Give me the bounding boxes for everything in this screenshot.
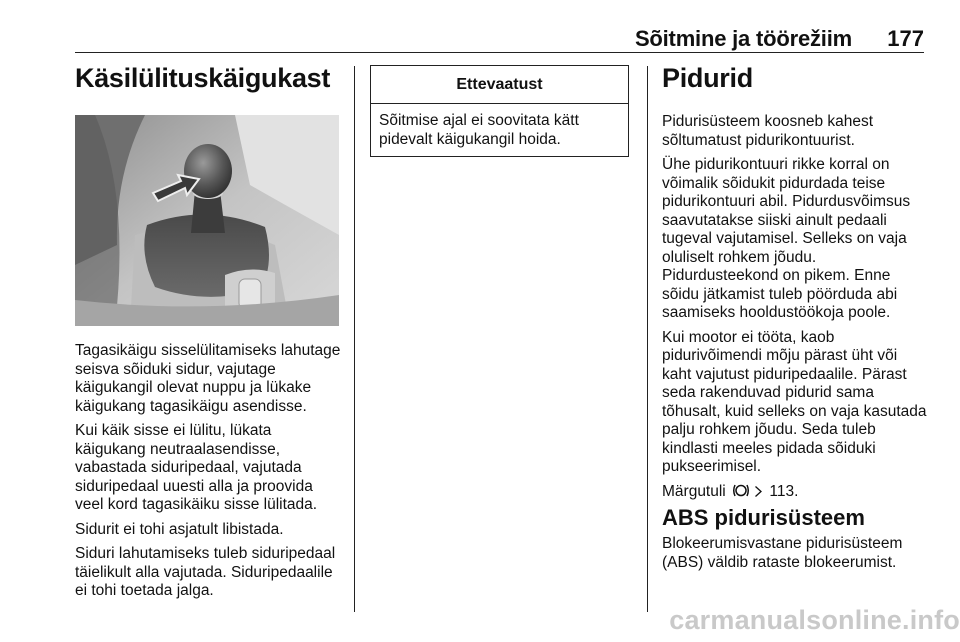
warning-light-reference [662, 483, 930, 504]
page-reference-icon [754, 485, 763, 504]
paragraph-circuit-failure: Ühe pidurikontuuri rikke korral on võimalik sõidukit pidurdada teise pidurikontuuri abil. Pidurdusvõimsus saavutatakse siiski ainult pedaali tugeval vajutamisel. Selleks on vaja oluliselt rohkem jõudu. Pidurdusteekond on pikem. Enne sõidu jätkamist tuleb pöörduda abi saamiseks hooldustöökoja poole. [662, 156, 911, 321]
column-divider-left [354, 66, 355, 612]
paragraph-clutch-slip: Sidurit ei tohi asjatult libistada. [75, 520, 284, 538]
paragraph-reverse-gear: Tagasikäigu sisselülitamiseks lahutage seisva sõiduki sidur, vajutage käigukangil olevat nuppu ja lükake käigukang tagasikäigu asendisse. [75, 342, 341, 415]
caution-title: Ettevaatust [371, 66, 628, 104]
paragraph-gear-not-engaging: Kui käik sisse ei lülitu, lükata käigukang neutraalasendisse, vabastada siduripedaal, vajutada siduripedaal uuesti alla ja proovida veel kord tagasikäiku sisse lülitada. [75, 422, 318, 513]
brake-warning-icon [732, 483, 750, 504]
caution-text: Sõitmise ajal ei soovitata kätt pidevalt käigukangil hoida. [379, 112, 579, 148]
page-number: 177 [887, 26, 924, 51]
caution-box [370, 65, 629, 157]
section-title-brakes: Pidurid [662, 63, 753, 93]
paragraph-clutch-release: Siduri lahutamiseks tuleb siduripedaal täielikult alla vajutada. Siduripedaalile ei tohi toetada jalga. [75, 545, 336, 599]
abs-body [662, 535, 930, 578]
header-rule [75, 52, 924, 53]
right-body [662, 113, 930, 509]
left-body [75, 342, 343, 607]
paragraph-abs: Blokeerumisvastane pidurisüsteem (ABS) väldib rataste blokeerumist. [662, 535, 903, 571]
gear-lever-illustration [75, 115, 339, 326]
running-header: Sõitmine ja töörežiim [634, 26, 852, 51]
reference-label: Märgutuli [662, 482, 726, 500]
paragraph-brake-circuits: Pidurisüsteem koosneb kahest sõltumatust pidurikontuurist. [662, 113, 874, 149]
paragraph-engine-off: Kui mootor ei tööta, kaob pidurivõimendi mõju pärast üht või kaht vajutust piduripedaalile. Pärast seda rakenduvad pidurid sama tõhusalt, kuid selleks on vaja kasutada palju rohkem jõudu. Seda tuleb kindlasti meeles pidada sõiduki pukseerimisel. [662, 328, 927, 475]
section-title-abs: ABS pidurisüsteem [662, 505, 865, 530]
section-title-manual-gearbox: Käsilülituskäigukast [75, 63, 331, 93]
column-divider-right [647, 66, 648, 612]
watermark: carmanualsonline.info [669, 605, 960, 635]
reference-page: 113. [769, 482, 799, 500]
